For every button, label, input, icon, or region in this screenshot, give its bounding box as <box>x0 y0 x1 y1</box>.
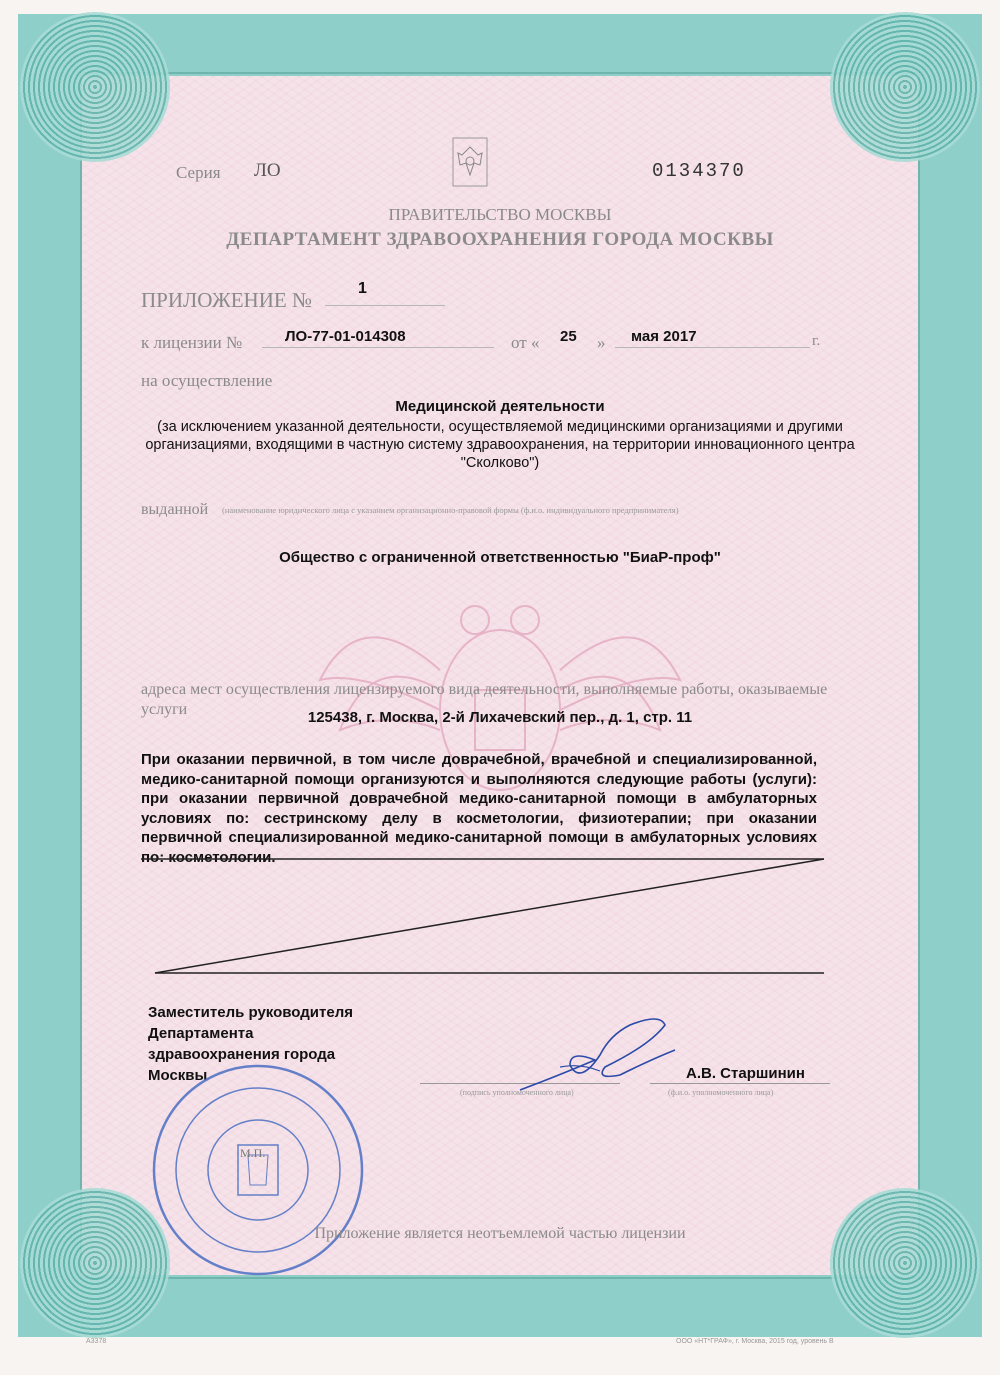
license-number-underline <box>262 347 494 348</box>
issuer-department: ДЕПАРТАМЕНТ ЗДРАВООХРАНЕНИЯ ГОРОДА МОСКВЫ <box>226 229 774 250</box>
appendix-number-sign: № <box>292 288 313 312</box>
activity-label: на осуществление <box>141 371 273 390</box>
name-hint: (ф.и.о. уполномоченного лица) <box>668 1088 774 1097</box>
license-number: 0134370 <box>652 160 746 182</box>
license-prefix: к лицензии № <box>141 333 243 352</box>
signatory-position-line-1: Заместитель руководителя <box>148 1004 353 1021</box>
appendix-number: 1 <box>358 280 367 297</box>
signature-hint: (подпись уполномоченного лица) <box>460 1088 574 1097</box>
issued-to-hint: (наименование юридического лица с указанием организационно-правовой формы (ф.и.о. индивидуального предпринимателя) <box>222 505 679 515</box>
corner-rosette-icon <box>830 1188 980 1338</box>
signatory-position-line-4: Москвы <box>148 1067 208 1084</box>
series-label: Серия <box>176 163 221 182</box>
appendix-underline <box>325 305 445 306</box>
corner-rosette-icon <box>830 12 980 162</box>
signatory-name: А.В. Старшинин <box>686 1065 805 1082</box>
printer-info: ООО «НТ*ГРАФ», г. Москва, 2015 год, уровень В <box>676 1338 834 1345</box>
issued-to-label: выданной <box>141 501 209 518</box>
appendix-label: ПРИЛОЖЕНИЕ <box>141 288 287 312</box>
handwritten-signature <box>500 1005 690 1105</box>
date-underline <box>615 347 810 348</box>
license-ref-number: ЛО-77-01-014308 <box>285 328 406 345</box>
address-label: адреса мест осуществления лицензируемого вида деятельности, выполняемые работы, оказываемые услуги <box>141 681 828 718</box>
official-stamp <box>148 1060 368 1280</box>
address-value: 125438, г. Москва, 2-й Лихачевский пер., д. 1, стр. 11 <box>307 709 693 726</box>
activity-description: (за исключением указанной деятельности, осуществляемой медицинскими организациями и другими организациями, входящими в частную систему здравоохранения, на территории инновационного центра "Сколково") <box>145 419 855 471</box>
issuer-government: ПРАВИТЕЛЬСТВО МОСКВЫ <box>388 205 612 224</box>
date-from-label: от « <box>511 333 540 352</box>
services-text: При оказании первичной, в том числе доврачебной, врачебной и специализированной, медико-санитарной помощи организуются и выполняются следующие работы (услуги): при оказании первичной доврачебной медико-санитарной помощи в амбулаторных условиях по: сестринскому делу в косметологии, физиотерапии; при оказании первичной специализированной медико-санитарной помощи в амбулаторных условиях по: косметологии. <box>141 751 817 866</box>
void-z-line <box>141 855 841 980</box>
stamp-place-label: М.П. <box>240 1146 266 1160</box>
organization-name: Общество с ограниченной ответственностью "БиаР-проф" <box>279 549 721 566</box>
signatory-position-line-3: здравоохранения города <box>148 1046 336 1063</box>
date-day-close: » <box>597 333 606 352</box>
form-code: А3378 <box>86 1338 107 1345</box>
license-day: 25 <box>560 328 577 345</box>
signatory-position-line-2: Департамента <box>148 1025 254 1042</box>
license-month-year: мая 2017 <box>631 328 697 345</box>
footer-note: Приложение является неотъемлемой частью лицензии <box>314 1225 686 1242</box>
russian-coat-of-arms-icon <box>450 135 490 190</box>
year-suffix: г. <box>812 333 821 349</box>
series-value: ЛО <box>254 160 281 181</box>
activity-title: Медицинской деятельности <box>395 398 605 415</box>
corner-rosette-icon <box>20 12 170 162</box>
